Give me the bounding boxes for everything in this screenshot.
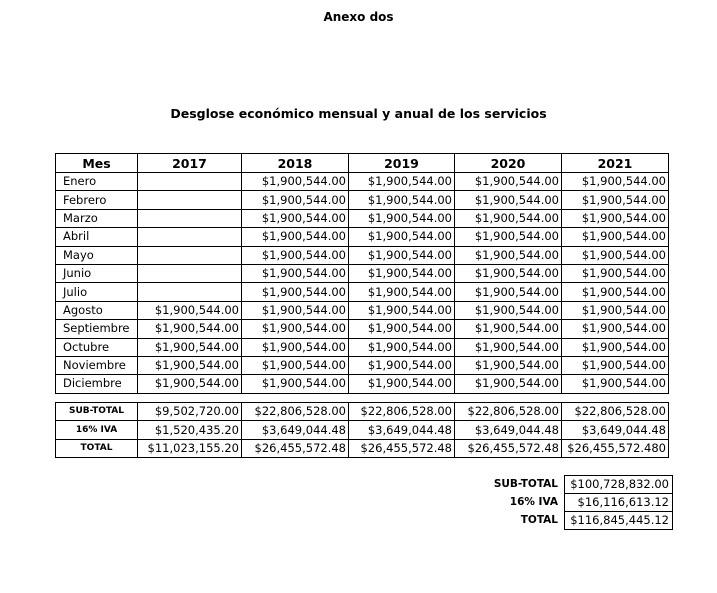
table-title: Desglose económico mensual y anual de los servicios [170,106,547,121]
amount-cell [138,173,242,191]
totals-amount-cell: $22,806,528.00 [242,403,349,421]
column-header-2021: 2021 [562,154,669,173]
month-cell: Julio [56,283,138,301]
amount-cell: $1,900,544.00 [349,209,455,227]
table-header-row [56,154,669,173]
totals-label: TOTAL [56,439,138,457]
totals-amount-cell: $1,520,435.20 [138,421,242,439]
amount-cell: $1,900,544.00 [349,356,455,374]
amount-cell: $1,900,544.00 [455,191,562,209]
monthly-breakdown-table [55,153,669,394]
amount-cell: $1,900,544.00 [138,320,242,338]
totals-amount-cell: $3,649,044.48 [455,421,562,439]
amount-cell [138,191,242,209]
amount-cell: $1,900,544.00 [349,246,455,264]
month-cell: Octubre [56,338,138,356]
table-row [56,264,669,282]
amount-cell: $1,900,544.00 [562,209,669,227]
page-header: Anexo dos [323,10,394,24]
table-row [56,191,669,209]
totals-amount-cell: $11,023,155.20 [138,439,242,457]
amount-cell: $1,900,544.00 [455,301,562,319]
table-row [56,228,669,246]
column-header-month: Mes [56,154,138,173]
totals-label: SUB-TOTAL [56,403,138,421]
amount-cell: $1,900,544.00 [349,228,455,246]
amount-cell: $1,900,544.00 [562,301,669,319]
table-row [56,338,669,356]
amount-cell: $1,900,544.00 [242,191,349,209]
grand-total-label: SUB-TOTAL [493,478,558,490]
amount-cell: $1,900,544.00 [349,301,455,319]
amount-cell: $1,900,544.00 [349,338,455,356]
totals-amount-cell: $3,649,044.48 [349,421,455,439]
totals-amount-cell: $22,806,528.00 [562,403,669,421]
amount-cell: $1,900,544.00 [242,283,349,301]
amount-cell: $1,900,544.00 [455,209,562,227]
amount-cell: $1,900,544.00 [242,246,349,264]
amount-cell: $1,900,544.00 [349,283,455,301]
table-row [56,246,669,264]
grand-total-value: $16,116,613.12 [564,493,673,511]
amount-cell: $1,900,544.00 [455,173,562,191]
amount-cell: $1,900,544.00 [562,191,669,209]
amount-cell: $1,900,544.00 [349,320,455,338]
amount-cell: $1,900,544.00 [242,356,349,374]
totals-amount-cell: $9,502,720.00 [138,403,242,421]
column-header-2019: 2019 [349,154,455,173]
amount-cell: $1,900,544.00 [562,246,669,264]
totals-row [56,421,669,439]
amount-cell [138,209,242,227]
grand-totals [472,475,673,529]
month-cell: Febrero [56,191,138,209]
amount-cell: $1,900,544.00 [455,320,562,338]
totals-amount-cell: $22,806,528.00 [455,403,562,421]
grand-total-label: 16% IVA [509,496,558,508]
grand-total-value: $116,845,445.12 [564,511,673,530]
amount-cell: $1,900,544.00 [242,301,349,319]
amount-cell: $1,900,544.00 [138,356,242,374]
grand-total-label: TOTAL [520,514,558,526]
table-row [56,320,669,338]
column-header-2020: 2020 [455,154,562,173]
amount-cell: $1,900,544.00 [242,264,349,282]
amount-cell: $1,900,544.00 [562,228,669,246]
totals-amount-cell: $22,806,528.00 [349,403,455,421]
amount-cell: $1,900,544.00 [562,375,669,393]
table-row [56,301,669,319]
amount-cell: $1,900,544.00 [349,191,455,209]
totals-label: 16% IVA [56,421,138,439]
month-cell: Junio [56,264,138,282]
amount-cell: $1,900,544.00 [349,375,455,393]
table-row [56,375,669,393]
amount-cell: $1,900,544.00 [138,301,242,319]
amount-cell: $1,900,544.00 [562,320,669,338]
amount-cell [138,228,242,246]
amount-cell: $1,900,544.00 [242,228,349,246]
amount-cell: $1,900,544.00 [455,264,562,282]
amount-cell: $1,900,544.00 [349,173,455,191]
totals-amount-cell: $26,455,572.48 [242,439,349,457]
amount-cell: $1,900,544.00 [242,209,349,227]
grand-total-value: $100,728,832.00 [564,475,673,493]
amount-cell: $1,900,544.00 [138,375,242,393]
table-row [56,283,669,301]
amount-cell: $1,900,544.00 [455,375,562,393]
totals-row [56,439,669,457]
annual-totals-table [55,402,669,458]
month-cell: Enero [56,173,138,191]
month-cell: Septiembre [56,320,138,338]
table-row [56,209,669,227]
grand-total-row [472,493,673,511]
amount-cell: $1,900,544.00 [562,356,669,374]
table-row [56,173,669,191]
amount-cell: $1,900,544.00 [562,338,669,356]
amount-cell: $1,900,544.00 [455,356,562,374]
grand-total-row [472,475,673,493]
column-header-2018: 2018 [242,154,349,173]
amount-cell: $1,900,544.00 [455,283,562,301]
grand-total-row [472,511,673,529]
amount-cell [138,283,242,301]
month-cell: Agosto [56,301,138,319]
amount-cell: $1,900,544.00 [562,173,669,191]
month-cell: Diciembre [56,375,138,393]
totals-row [56,403,669,421]
totals-amount-cell: $26,455,572.480 [562,439,669,457]
month-cell: Mayo [56,246,138,264]
amount-cell: $1,900,544.00 [562,283,669,301]
month-cell: Abril [56,228,138,246]
amount-cell: $1,900,544.00 [455,246,562,264]
totals-amount-cell: $3,649,044.48 [562,421,669,439]
amount-cell [138,246,242,264]
amount-cell: $1,900,544.00 [349,264,455,282]
amount-cell: $1,900,544.00 [455,228,562,246]
amount-cell: $1,900,544.00 [242,338,349,356]
column-header-2017: 2017 [138,154,242,173]
totals-amount-cell: $3,649,044.48 [242,421,349,439]
month-cell: Noviembre [56,356,138,374]
table-row [56,356,669,374]
totals-amount-cell: $26,455,572.48 [349,439,455,457]
totals-amount-cell: $26,455,572.48 [455,439,562,457]
amount-cell: $1,900,544.00 [455,338,562,356]
amount-cell: $1,900,544.00 [138,338,242,356]
amount-cell: $1,900,544.00 [242,375,349,393]
amount-cell: $1,900,544.00 [562,264,669,282]
month-cell: Marzo [56,209,138,227]
amount-cell: $1,900,544.00 [242,173,349,191]
amount-cell: $1,900,544.00 [242,320,349,338]
amount-cell [138,264,242,282]
